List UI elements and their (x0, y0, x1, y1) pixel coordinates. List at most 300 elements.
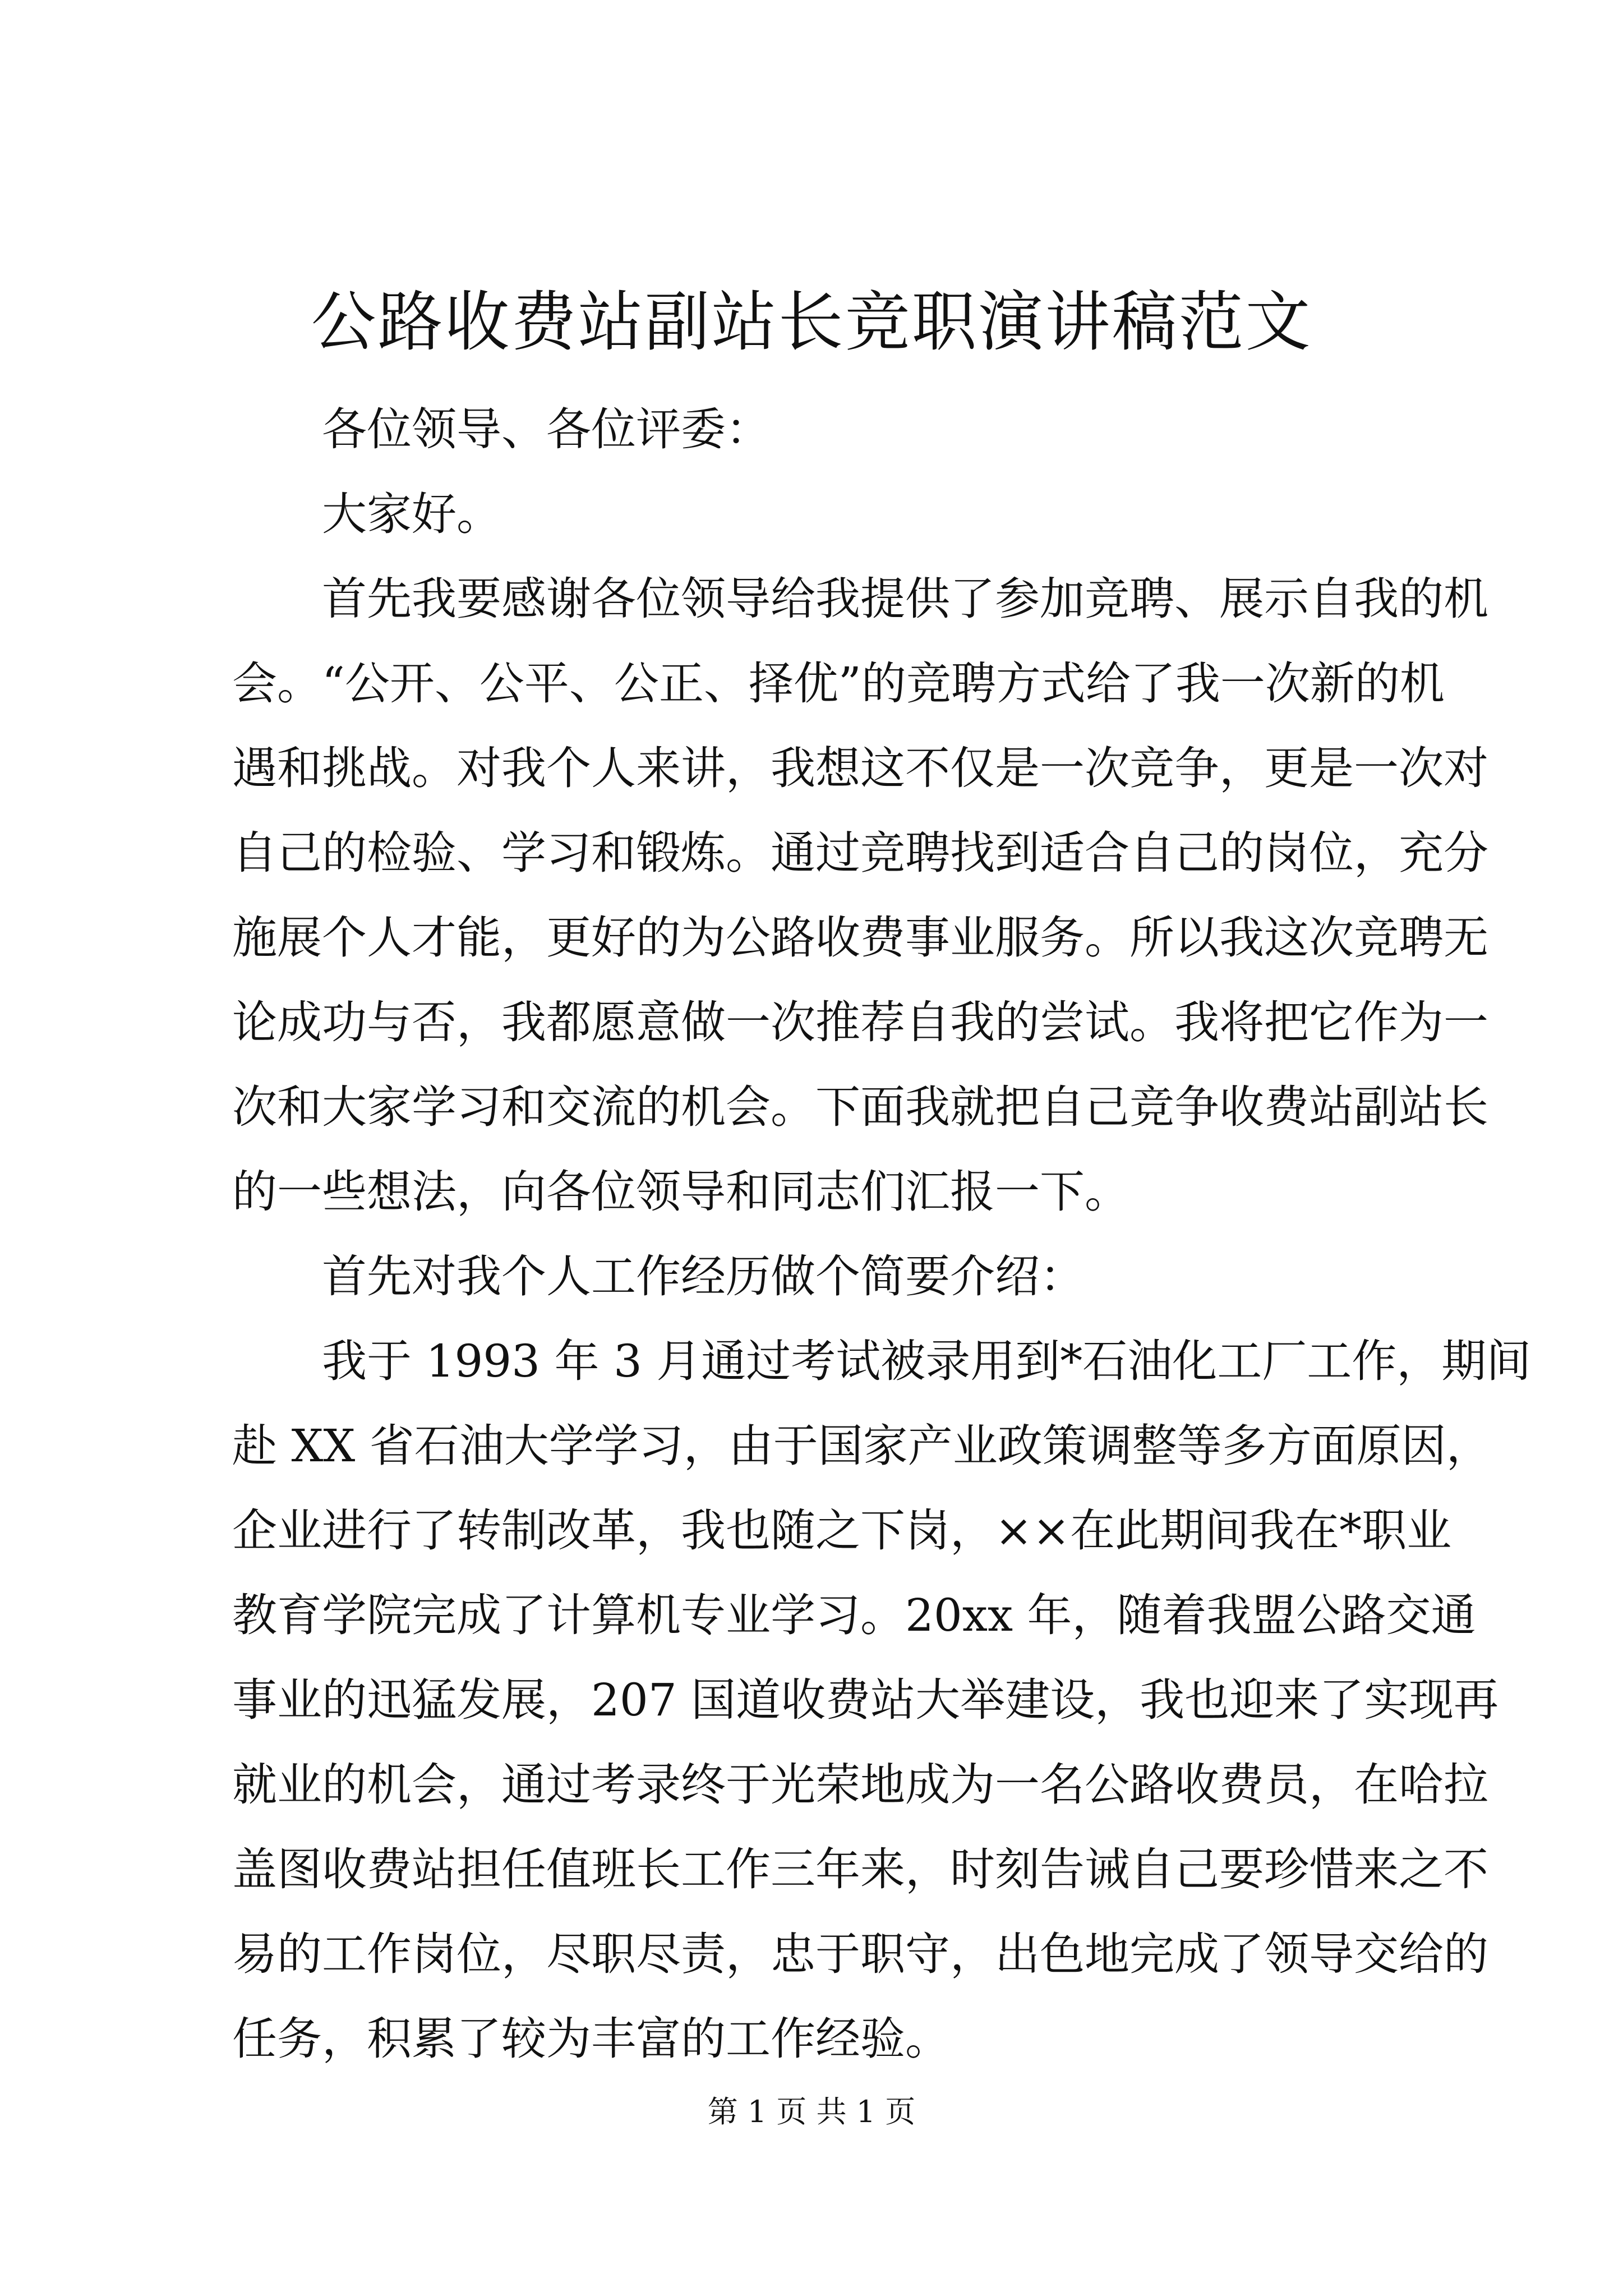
text-character: 在 (1354, 1759, 1399, 1811)
text-character: 想 (815, 742, 860, 794)
text-character: ， (1309, 1759, 1354, 1811)
text-character: 政 (997, 1420, 1043, 1472)
text-character: 导 (726, 573, 771, 625)
text-character: 间 (1486, 1335, 1532, 1387)
text-character: 给 (1399, 1928, 1444, 1980)
text-character: 己 (1174, 827, 1219, 879)
text-character: 举 (960, 1674, 1006, 1726)
text-character: 不 (1444, 1843, 1488, 1895)
text-character: 发 (457, 1674, 501, 1726)
text-character: 、 (434, 657, 479, 710)
text-character: 岗 (412, 1928, 457, 1980)
text-character: 会 (412, 1759, 457, 1811)
text-character: 示 (1264, 573, 1309, 625)
text-character: ， (457, 1759, 501, 1811)
text-character: 产 (907, 1420, 953, 1472)
text-character: 以 (1174, 912, 1219, 964)
text-character: 1 (426, 1335, 455, 1387)
text-character: 值 (546, 1843, 591, 1895)
text-character: 于 (726, 1759, 771, 1811)
text-character: 站 (1309, 1081, 1354, 1133)
text-character: 我 (950, 996, 995, 1048)
text-character: 的 (861, 657, 906, 710)
text-character: 忠 (771, 1928, 815, 1980)
text-character: 职 (591, 1928, 636, 1980)
text-character: 业 (950, 912, 995, 964)
text-character: 大 (504, 1420, 549, 1472)
text-character: 考 (791, 1335, 836, 1387)
text-character: 尽 (546, 1928, 591, 1980)
text-character: ， (905, 1843, 950, 1895)
text-character: 国 (691, 1674, 736, 1726)
text-character: 我 (1219, 912, 1264, 964)
text-character: ， (501, 1928, 546, 1980)
text-character: 交 (546, 1081, 591, 1133)
text-character: 聘 (951, 657, 996, 710)
text-character: 工 (681, 1843, 726, 1895)
text-character: * (1339, 1504, 1362, 1557)
text-character: 的 (277, 1928, 322, 1980)
text-character: 就 (232, 1759, 277, 1811)
text-character: 自 (1040, 1081, 1085, 1133)
text-character: 、 (1174, 573, 1219, 625)
text-character: 业 (1407, 1504, 1452, 1557)
text-character: 次 (1309, 912, 1354, 964)
text-character: 录 (636, 1759, 681, 1811)
text-character: 竞 (1129, 742, 1174, 794)
text-character: 才 (412, 912, 457, 964)
text-character: 业 (277, 1759, 322, 1811)
text-character: 调 (1087, 1420, 1132, 1472)
text-character: ， (636, 1504, 681, 1557)
text-character: 的 (1399, 573, 1444, 625)
text-character: 找 (950, 827, 995, 879)
intro-heading-line: 首先对我个人工作经历做个简要介绍： (322, 1250, 1085, 1303)
experience-line (232, 1658, 1499, 1742)
text-character: 工 (322, 1928, 367, 1980)
text-character: 适 (1040, 827, 1085, 879)
text-character: 学 (322, 1589, 367, 1641)
text-character: 荣 (815, 1759, 860, 1811)
text-character: 务 (1040, 912, 1085, 964)
text-character: 于 (815, 1928, 860, 1980)
text-character: 油 (1127, 1335, 1173, 1387)
paragraph-line (232, 1065, 1488, 1149)
text-character: 7 (648, 1674, 677, 1726)
text-character: 育 (277, 1589, 322, 1641)
text-character: 一 (995, 1759, 1040, 1811)
text-character: 领 (1264, 1928, 1309, 1980)
text-character: 院 (367, 1589, 412, 1641)
text-character: 实 (1364, 1674, 1409, 1726)
text-character: 来 (636, 742, 681, 794)
text-character: ， (1219, 742, 1264, 794)
text-character: 收 (781, 1674, 826, 1726)
text-character: 岗 (1264, 827, 1309, 879)
text-character: 的 (995, 996, 1040, 1048)
text-character: 来 (1354, 1843, 1399, 1895)
text-character (412, 1319, 426, 1404)
text-character: 了 (501, 1589, 546, 1641)
text-character: 争 (1174, 1081, 1219, 1133)
text-character: 于 (367, 1335, 412, 1387)
document-title: 公路收费站副站长竞职演讲稿范文 (311, 284, 1312, 360)
text-character: 光 (771, 1759, 815, 1811)
text-character: 过 (815, 827, 860, 879)
text-character: 拉 (1444, 1759, 1488, 1811)
text-character: 迎 (1229, 1674, 1275, 1726)
paragraph-line (232, 556, 1488, 641)
text-character: 之 (815, 1504, 860, 1557)
text-character: 是 (995, 742, 1040, 794)
experience-line (232, 1319, 1532, 1404)
text-character: 年 (1027, 1589, 1072, 1641)
text-character: 0 (933, 1589, 962, 1641)
text-character (677, 1658, 691, 1742)
text-character: 成 (905, 1759, 950, 1811)
text-character: 正 (658, 657, 704, 710)
text-character: 人 (367, 912, 412, 964)
text-character: 习 (546, 827, 591, 879)
text-character: 它 (1309, 996, 1354, 1048)
text-character: 验 (412, 827, 457, 879)
text-character: 习 (457, 1081, 501, 1133)
text-character: 我 (322, 1335, 367, 1387)
text-character: 方 (995, 657, 1041, 710)
text-character: 学 (548, 1420, 594, 1472)
text-character: 尝 (1040, 996, 1085, 1048)
text-character: 公 (344, 657, 390, 710)
experience-line: 任务，积累了较为丰富的工作经验。 (232, 2013, 950, 2065)
text-character: ， (1095, 1674, 1140, 1726)
text-character: 职 (860, 1928, 905, 1980)
text-character: 站 (870, 1674, 916, 1726)
text-character: 机 (681, 1081, 726, 1133)
text-character: 珍 (1264, 1843, 1309, 1895)
text-character: 国 (818, 1420, 863, 1472)
text-character: x (962, 1589, 988, 1641)
text-character: 成 (277, 996, 322, 1048)
text-character: 面 (1311, 1420, 1357, 1472)
text-character: 己 (1085, 1081, 1129, 1133)
salutation-line: 大家好。 (322, 488, 501, 540)
text-character: 业 (952, 1420, 998, 1472)
text-character: 年 (815, 1843, 860, 1895)
paragraph-line (232, 895, 1488, 980)
text-character: 锻 (636, 827, 681, 879)
paragraph-line (232, 726, 1488, 811)
text-character: 通 (1431, 1589, 1476, 1641)
text-character: 我 (1354, 573, 1399, 625)
text-character: 的 (322, 827, 367, 879)
text-character: 间 (1205, 1504, 1250, 1557)
text-character: 业 (277, 1504, 322, 1557)
text-character: 过 (746, 1335, 791, 1387)
text-character: 家 (367, 1081, 412, 1133)
text-character: 现 (1409, 1674, 1454, 1726)
text-character (1013, 1573, 1027, 1658)
text-character: ， (726, 1928, 771, 1980)
paragraph-line (232, 811, 1488, 895)
text-character: 策 (1042, 1420, 1087, 1472)
text-character: 愿 (591, 996, 636, 1048)
text-character: 新 (1310, 657, 1355, 710)
text-character: 由 (728, 1420, 773, 1472)
text-character: 我 (1249, 1504, 1295, 1557)
text-character: 考 (591, 1759, 636, 1811)
text-character: 和 (277, 1081, 322, 1133)
text-character: 着 (1161, 1589, 1207, 1641)
experience-line (232, 1404, 1491, 1488)
text-character: 功 (322, 996, 367, 1048)
text-character: 整 (1132, 1420, 1177, 1472)
text-character: 导 (1309, 1928, 1354, 1980)
text-character: 于 (773, 1420, 818, 1472)
text-character: “ (322, 657, 345, 710)
text-character: 在 (1070, 1504, 1115, 1557)
text-character: 了 (950, 573, 995, 625)
text-character: 把 (995, 1081, 1040, 1133)
text-character: 习 (638, 1420, 684, 1472)
text-character: 哈 (1399, 1759, 1444, 1811)
text-character: 我 (1206, 1589, 1252, 1641)
text-character: 个 (322, 912, 367, 964)
text-character: 教 (232, 1589, 277, 1641)
text-character: 各 (591, 573, 636, 625)
text-character: 交 (1354, 1928, 1399, 1980)
text-character: 聘 (1129, 573, 1174, 625)
text-character: 的 (322, 1674, 367, 1726)
text-character: 人 (591, 742, 636, 794)
text-character: 都 (546, 996, 591, 1048)
text-character: 机 (1444, 573, 1488, 625)
text-character: 个 (546, 742, 591, 794)
text-character: 是 (1309, 742, 1354, 794)
text-character: 择 (748, 657, 794, 710)
text-character: 赴 (232, 1420, 277, 1472)
text-character: 流 (591, 1081, 636, 1133)
document-body (232, 387, 1532, 2081)
text-character: 自 (1129, 827, 1174, 879)
text-character: 业 (726, 1589, 771, 1641)
text-character: 展 (277, 912, 322, 964)
text-character: 猛 (412, 1674, 457, 1726)
text-character: 路 (1129, 1759, 1174, 1811)
text-character: 优 (793, 657, 838, 710)
text-character: 费 (860, 912, 905, 964)
text-character: 转 (457, 1504, 501, 1557)
text-character: 了 (1130, 657, 1175, 710)
text-character: 。 (771, 1081, 815, 1133)
text-character: 自 (232, 827, 277, 879)
text-character: 省 (369, 1420, 414, 1472)
text-character: 要 (1219, 1843, 1264, 1895)
experience-line (232, 1827, 1488, 1912)
text-character: 、 (703, 657, 749, 710)
text-character: 我 (815, 573, 860, 625)
text-character: 期 (1160, 1504, 1205, 1557)
text-character: 的 (1354, 657, 1400, 710)
greeting-line: 各位领导、各位评委： (322, 403, 771, 455)
page-number-footer: 第 1 页 共 1 页 (707, 2094, 916, 2129)
text-character: 革 (591, 1504, 636, 1557)
text-character: 次 (1399, 742, 1444, 794)
text-character: 石 (414, 1420, 459, 1472)
text-character: 己 (277, 827, 322, 879)
text-character: 服 (995, 912, 1040, 964)
text-character: 通 (701, 1335, 746, 1387)
text-character: 也 (1184, 1674, 1230, 1726)
text-character: 工 (1217, 1335, 1262, 1387)
text-character: 尽 (636, 1928, 681, 1980)
text-character: x (987, 1589, 1013, 1641)
text-character: 好 (591, 912, 636, 964)
text-character: ， (546, 1674, 591, 1726)
text-character: 首 (322, 573, 367, 625)
text-character: 会 (232, 657, 277, 710)
text-character: 色 (1040, 1928, 1085, 1980)
text-character: 作 (726, 1843, 771, 1895)
text-character: 机 (636, 1589, 681, 1641)
text-character: 等 (1177, 1420, 1222, 1472)
text-character: 感 (501, 573, 546, 625)
text-character: 易 (232, 1928, 277, 1980)
text-character: 对 (457, 742, 501, 794)
text-character: ， (501, 912, 546, 964)
text-character: 成 (1174, 1928, 1219, 1980)
text-character: 试 (1085, 996, 1129, 1048)
text-character: 、 (457, 827, 501, 879)
text-character: 检 (367, 827, 412, 879)
text-character: ， (726, 742, 771, 794)
text-character: 长 (1444, 1081, 1488, 1133)
text-character: 给 (771, 573, 815, 625)
text-character: 2 (905, 1589, 934, 1641)
text-character: 参 (995, 573, 1040, 625)
text-character: 下 (815, 1081, 860, 1133)
text-character: 收 (1174, 1759, 1219, 1811)
text-character: 荐 (860, 996, 905, 1048)
text-character: 站 (412, 1843, 457, 1895)
text-character: 学 (412, 1081, 457, 1133)
text-character: 我 (412, 573, 457, 625)
text-character: 的 (1219, 827, 1264, 879)
text-character: ， (683, 1420, 728, 1472)
text-character: ， (1446, 1420, 1491, 1472)
text-character: 因 (1401, 1420, 1446, 1472)
text-character: 通 (771, 827, 815, 879)
text-character: 来 (1274, 1674, 1320, 1726)
text-character: 论 (232, 996, 277, 1048)
text-character: 站 (1399, 1081, 1444, 1133)
text-character: 职 (1362, 1504, 1407, 1557)
text-character: 路 (771, 912, 815, 964)
text-character: 合 (1085, 827, 1129, 879)
text-character: 竞 (1354, 912, 1399, 964)
text-character: 9 (483, 1335, 512, 1387)
text-character: 会 (726, 1081, 771, 1133)
text-character: 、 (569, 657, 614, 710)
text-character: 把 (1264, 996, 1309, 1048)
text-character: 费 (826, 1674, 871, 1726)
text-character: 次 (771, 996, 815, 1048)
text-character: 交 (1386, 1589, 1431, 1641)
text-character: 我 (501, 996, 546, 1048)
text-character: 费 (1264, 1081, 1309, 1133)
text-character: 公 (614, 657, 659, 710)
text-character: 否 (412, 996, 457, 1048)
text-character: 了 (412, 1504, 457, 1557)
text-character: 。 (1129, 996, 1174, 1048)
text-character: 计 (546, 1589, 591, 1641)
text-character: ， (1354, 827, 1399, 879)
text-character: 班 (591, 1843, 636, 1895)
text-character: 地 (1085, 1928, 1129, 1980)
text-character: 。 (860, 1589, 905, 1641)
text-character: 充 (1399, 827, 1444, 879)
paragraph-line (232, 641, 1445, 726)
text-character: ， (1072, 1589, 1117, 1641)
text-character: 盖 (232, 1843, 277, 1895)
text-character: ， (950, 1504, 995, 1557)
text-character: 要 (457, 573, 501, 625)
text-character (600, 1319, 614, 1404)
text-character: 石 (1082, 1335, 1128, 1387)
text-character: 炼 (681, 827, 726, 879)
text-character: 作 (1354, 996, 1399, 1048)
text-character: 我 (1174, 996, 1219, 1048)
text-character: 一 (1220, 657, 1265, 710)
text-character: ， (457, 996, 501, 1048)
text-character: 不 (905, 742, 950, 794)
text-character: 机 (367, 1759, 412, 1811)
paragraph-line (232, 980, 1488, 1065)
text-character: 式 (1040, 657, 1086, 710)
text-character: 的 (322, 1759, 367, 1811)
text-character: 我 (905, 1081, 950, 1133)
text-character: 这 (1264, 912, 1309, 964)
text-character: 图 (277, 1843, 322, 1895)
text-character: 习 (815, 1589, 860, 1641)
text-character: 改 (546, 1504, 591, 1557)
text-character: 一 (1444, 996, 1488, 1048)
text-character: 收 (815, 912, 860, 964)
text-character: 分 (1444, 827, 1488, 879)
text-character: 机 (1399, 657, 1445, 710)
text-character: 我 (501, 742, 546, 794)
text-character: 道 (736, 1674, 781, 1726)
text-character: 也 (726, 1504, 771, 1557)
text-character: 任 (501, 1843, 546, 1895)
text-character: 再 (1454, 1674, 1499, 1726)
text-character: 责 (681, 1928, 726, 1980)
text-character: 长 (636, 1843, 681, 1895)
text-character: 为 (681, 912, 726, 964)
text-character: 提 (860, 573, 905, 625)
text-character: 完 (1129, 1928, 1174, 1980)
text-character (540, 1319, 554, 1404)
text-character: 之 (1399, 1843, 1444, 1895)
text-character: 原 (1356, 1420, 1401, 1472)
text-character: 仅 (950, 742, 995, 794)
text-character: 竞 (860, 827, 905, 879)
text-character: 地 (860, 1759, 905, 1811)
text-character: 学 (771, 1589, 815, 1641)
text-character: 惜 (1309, 1843, 1354, 1895)
text-character: 意 (636, 996, 681, 1048)
text-character: 我 (771, 742, 815, 794)
text-character: 9 (454, 1335, 483, 1387)
